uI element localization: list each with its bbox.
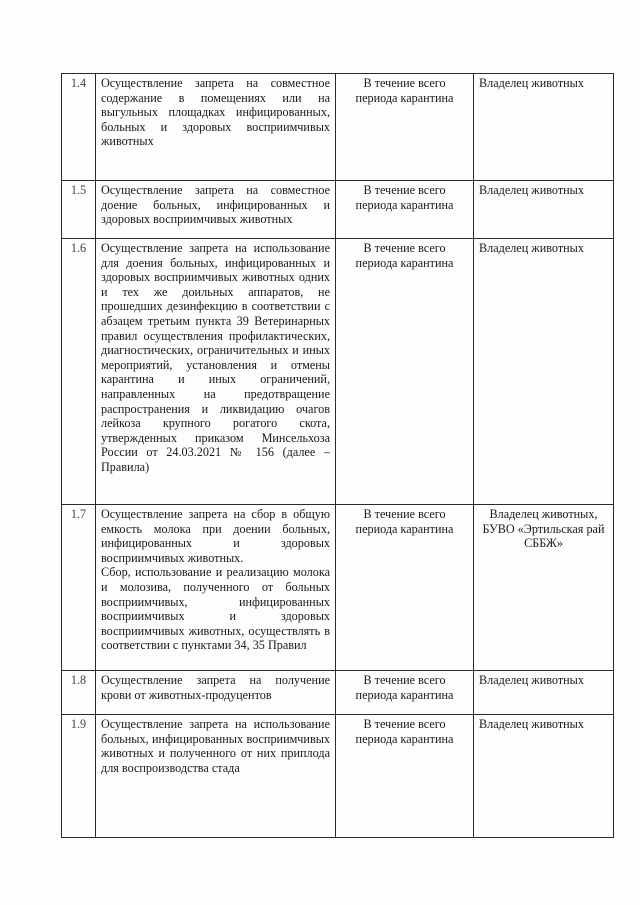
table-row — [62, 715, 614, 838]
measure-responsible: Владелец животных — [474, 239, 614, 505]
measure-term: В течение всего периода карантина — [336, 505, 474, 671]
measure-text-part-2: Сбор, использование и реализацию молока и молозива, полученного от больных восприимчивых, инфицированных восприимчивых и здоровых восприимчивых животных, осуществлять в соответствии с пунктами 34, 35 Правил — [101, 565, 330, 653]
measure-text — [96, 505, 336, 671]
measure-text: Осуществление запрета на использование для доения больных, инфицированных и здоровых восприимчивых животных одних и тех же доильных аппаратов, не прошедших дезинфекцию в соответствии с абзацем третьим пункта 39 Ветеринарных правил осуществления профилактических, диагностических, ограничительных и иных мероприятий, установления и отмены карантина и иных ограничений, направленных на предотвращение распространения и ликвидацию очагов лейкоза крупного рогатого скота, утвержденных приказом Минсельхоза России от 24.03.2021 № 156 (далее – Правила) — [96, 239, 336, 505]
measure-responsible: Владелец животных, БУВО «Эртильская рай СББЖ» — [474, 505, 614, 671]
measure-text: Осуществление запрета на использование больных, инфицированных восприимчивых животных и полученного от них приплода для воспроизводства стада — [96, 715, 336, 838]
table-row — [62, 181, 614, 239]
row-number: 1.7 — [62, 505, 96, 671]
row-number: 1.4 — [62, 74, 96, 181]
measure-responsible: Владелец животных — [474, 715, 614, 838]
table-row — [62, 239, 614, 505]
measure-text-part-1: Осуществление запрета на сбор в общую емкость молока при доении больных, инфицированных и здоровых восприимчивых животных. — [101, 507, 330, 565]
measure-responsible: Владелец животных — [474, 74, 614, 181]
row-number: 1.6 — [62, 239, 96, 505]
measure-text: Осуществление запрета на совместное доение больных, инфицированных и здоровых восприимчивых животных — [96, 181, 336, 239]
measure-term: В течение всего периода карантина — [336, 74, 474, 181]
table-row — [62, 74, 614, 181]
measure-text: Осуществление запрета на совместное содержание в помещениях или на выгульных площадках инфицированных, больных и здоровых восприимчивых животных — [96, 74, 336, 181]
row-number: 1.8 — [62, 671, 96, 715]
measure-term: В течение всего периода карантина — [336, 715, 474, 838]
table-row — [62, 505, 614, 671]
table-row — [62, 671, 614, 715]
measure-term: В течение всего периода карантина — [336, 181, 474, 239]
measure-responsible: Владелец животных — [474, 671, 614, 715]
measure-text: Осуществление запрета на получение крови от животных-продуцентов — [96, 671, 336, 715]
row-number: 1.9 — [62, 715, 96, 838]
row-number: 1.5 — [62, 181, 96, 239]
measure-term: В течение всего периода карантина — [336, 239, 474, 505]
measure-responsible: Владелец животных — [474, 181, 614, 239]
measures-table — [61, 73, 614, 838]
measure-term: В течение всего периода карантина — [336, 671, 474, 715]
